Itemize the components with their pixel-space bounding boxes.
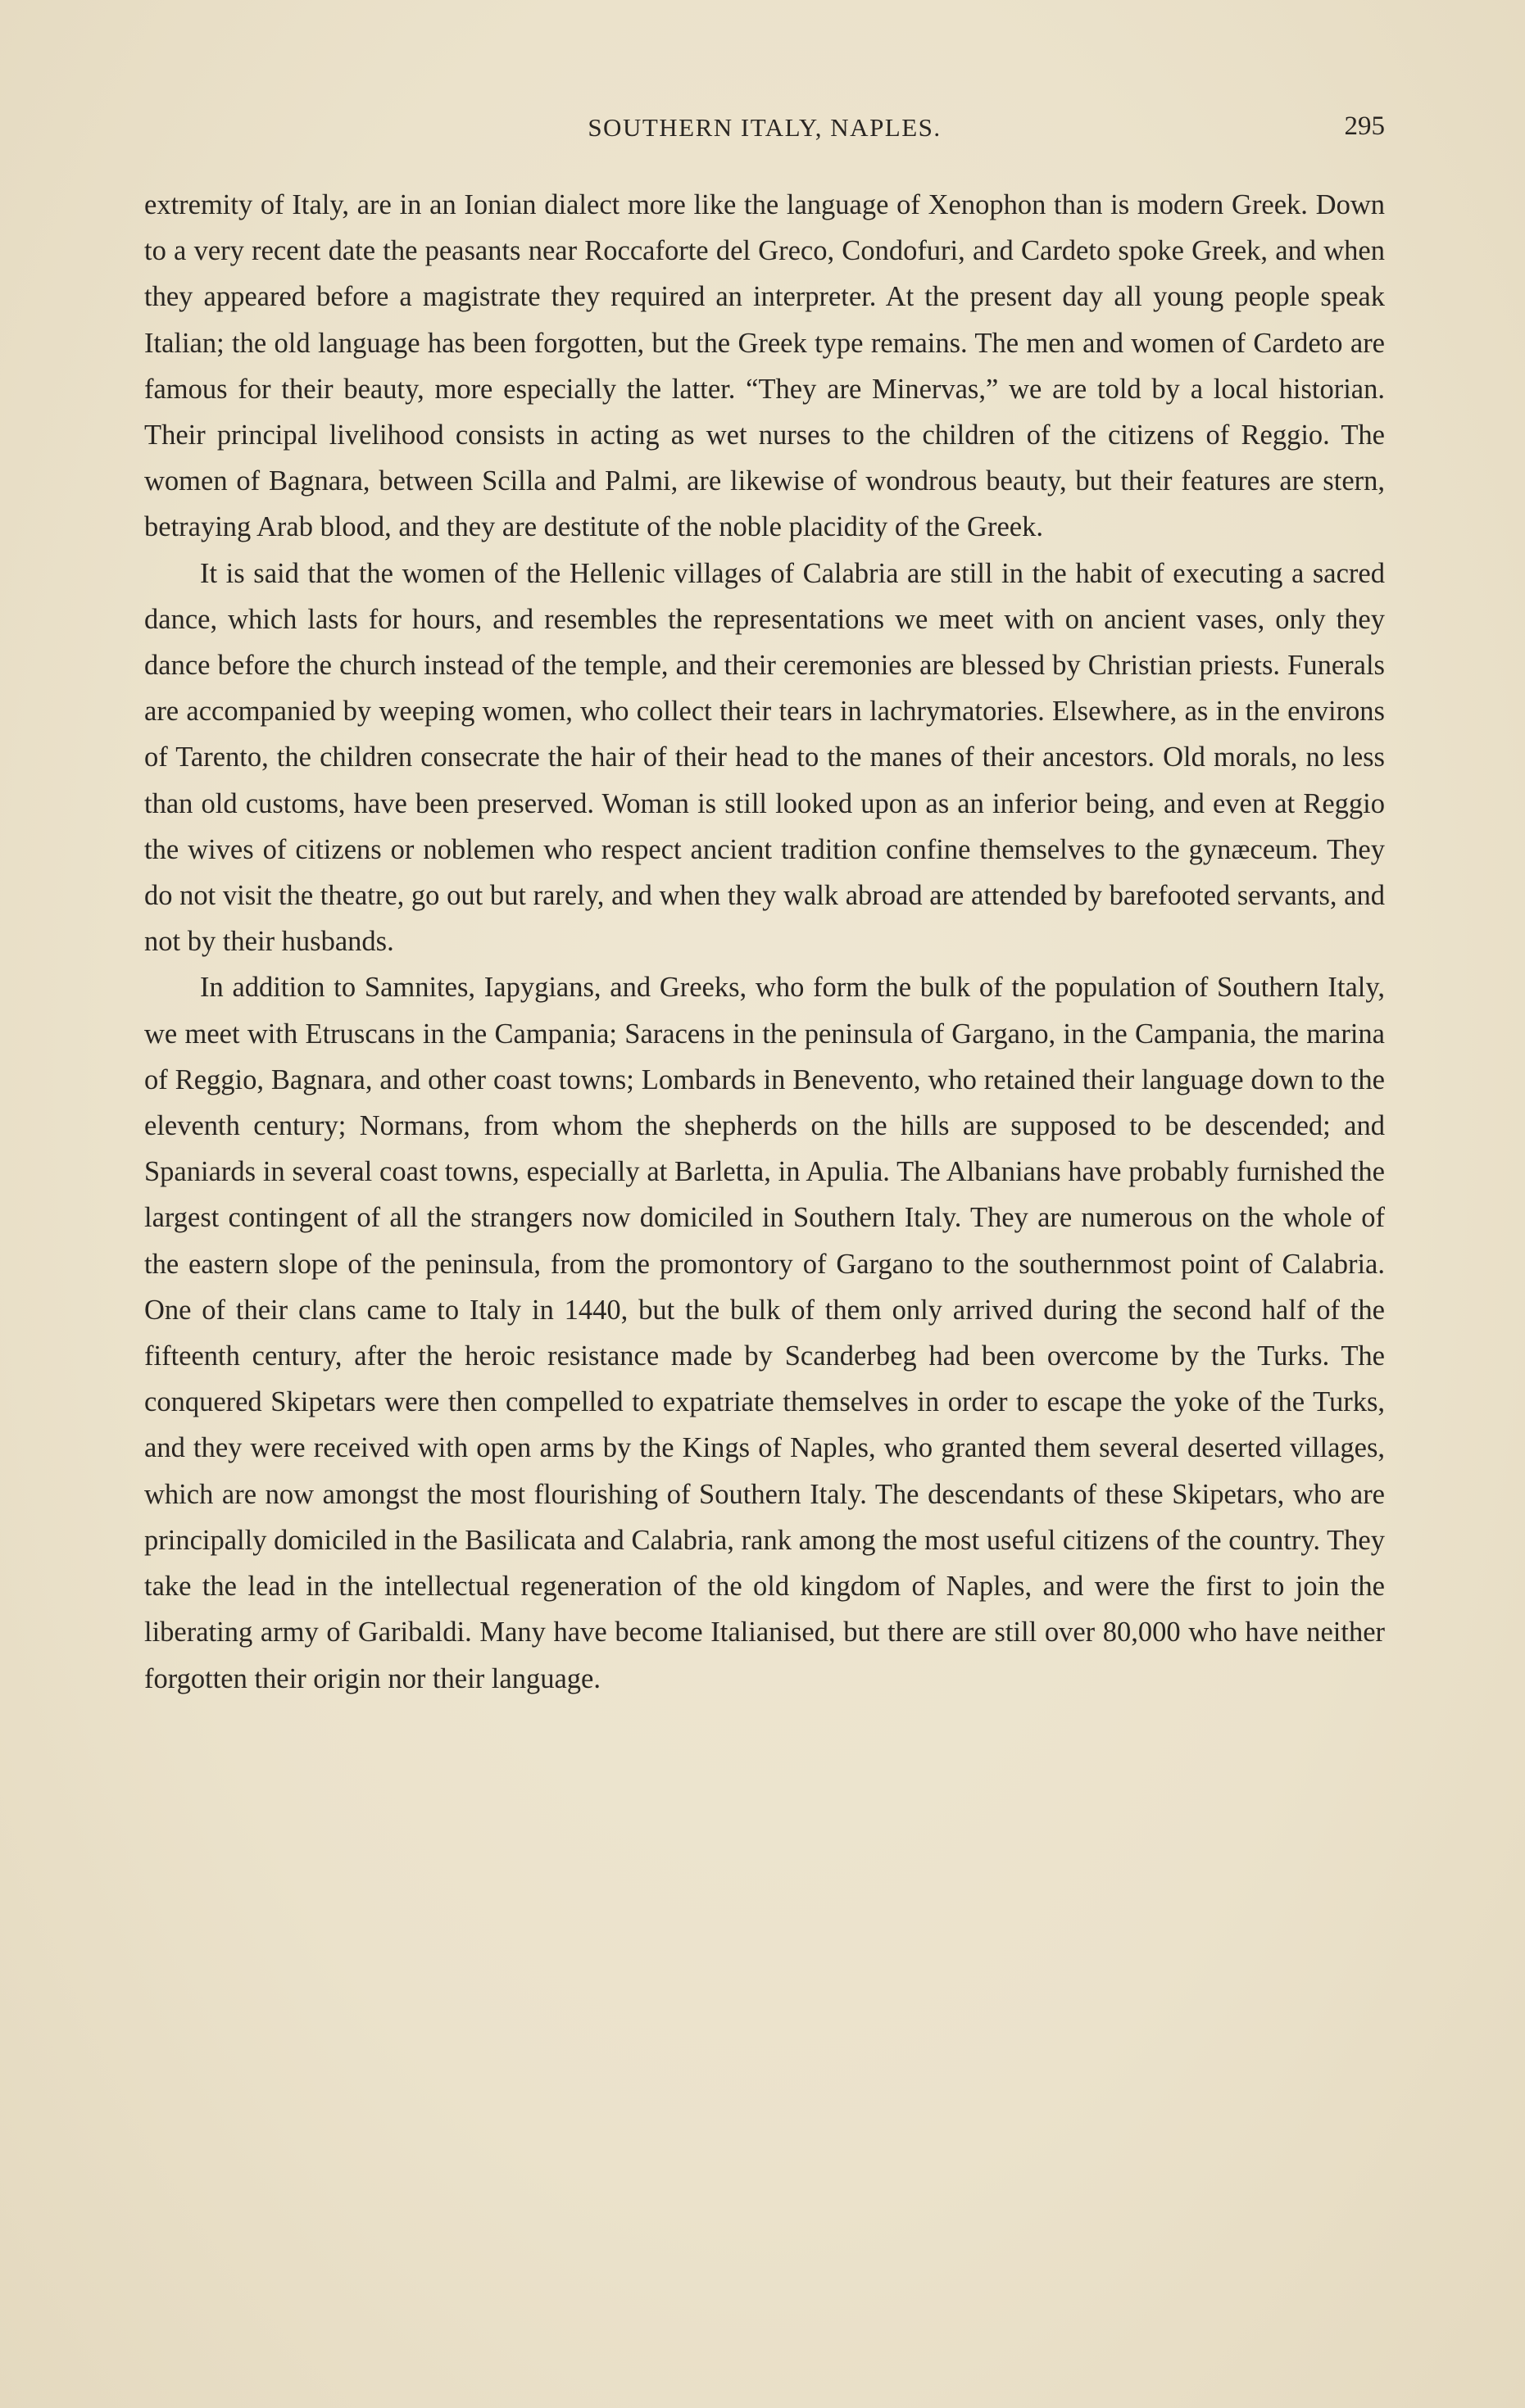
running-title: SOUTHERN ITALY, NAPLES. [588,113,942,142]
page-number: 295 [1344,111,1385,141]
paragraph-2: It is said that the women of the Hellenic villages of Calabria are still in the habit of executing a sacred dance, which lasts for hours, and resembles the representations we meet with on ancient vases, only they dance before the church instead of the temple, and their ceremonies are blessed by Christian priests. Funerals are accompanied by weeping women, who collect their tears in lachrymatories. Elsewhere, as in the environs of Tarento, the children consecrate the hair of their head to the manes of their ancestors. Old morals, no less than old customs, have been preserved. Woman is still looked upon as an inferior being, and even at Reggio the wives of citizens or noblemen who respect ancient tradition confine themselves to the gynæceum. They do not visit the theatre, go out but rarely, and when they walk abroad are attended by barefooted servants, and not by their husbands. [144,557,1385,958]
paragraph-1: extremity of Italy, are in an Ionian dialect more like the language of Xenophon than is modern Greek. Down to a very recent date the peasants near Roccaforte del Greco, Condofuri, and Cardeto spoke Greek, and when they appeared before a magistrate they required an interpreter. At the present day all young people speak Italian; the old language has been forgotten, but the Greek type remains. The men and women of Cardeto are famous for their beauty, more especially the latter. “They are Minervas,” we are told by a local historian. Their principal livelihood consists in acting as wet nurses to the children of the citizens of Reggio. The women of Bagnara, between Scilla and Palmi, are likewise of wondrous beauty, but their features are stern, betraying Arab blood, and they are destitute of the noble placidity of the Greek. [144,189,1385,543]
running-head [144,111,1385,152]
paragraph-3: In addition to Samnites, Iapygians, and Greeks, who form the bulk of the population of Southern Italy, we meet with Etruscans in the Campania; Saracens in the peninsula of Gargano, in the Campania, the marina of Reggio, Bagnara, and other coast towns; Lombards in Benevento, who retained their language down to the eleventh century; Normans, from whom the shepherds on the hills are supposed to be descended; and Spaniards in several coast towns, especially at Barletta, in Apulia. The Albanians have probably furnished the largest contingent of all the strangers now domiciled in Southern Italy. They are numerous on the whole of the eastern slope of the peninsula, from the promontory of Gargano to the southernmost point of Calabria. One of their clans came to Italy in 1440, but the bulk of them only arrived during the second half of the fifteenth century, after the heroic resistance made by Scanderbeg had been overcome by the Turks. The conquered Skipetars were then compelled to expatriate themselves in order to escape the yoke of the Turks, and they were received with open arms by the Kings of Naples, who granted them several deserted villages, which are now amongst the most flourishing of Southern Italy. The descendants of these Skipetars, who are principally domiciled in the Basilicata and Calabria, rank among the most useful citizens of the country. They take the lead in the intellectual regeneration of the old kingdom of Naples, and were the first to join the liberating army of Garibaldi. Many have become Italianised, but there are still over 80,000 who have neither forgotten their origin nor their language. [144,972,1385,1694]
body-text [144,182,1385,1702]
